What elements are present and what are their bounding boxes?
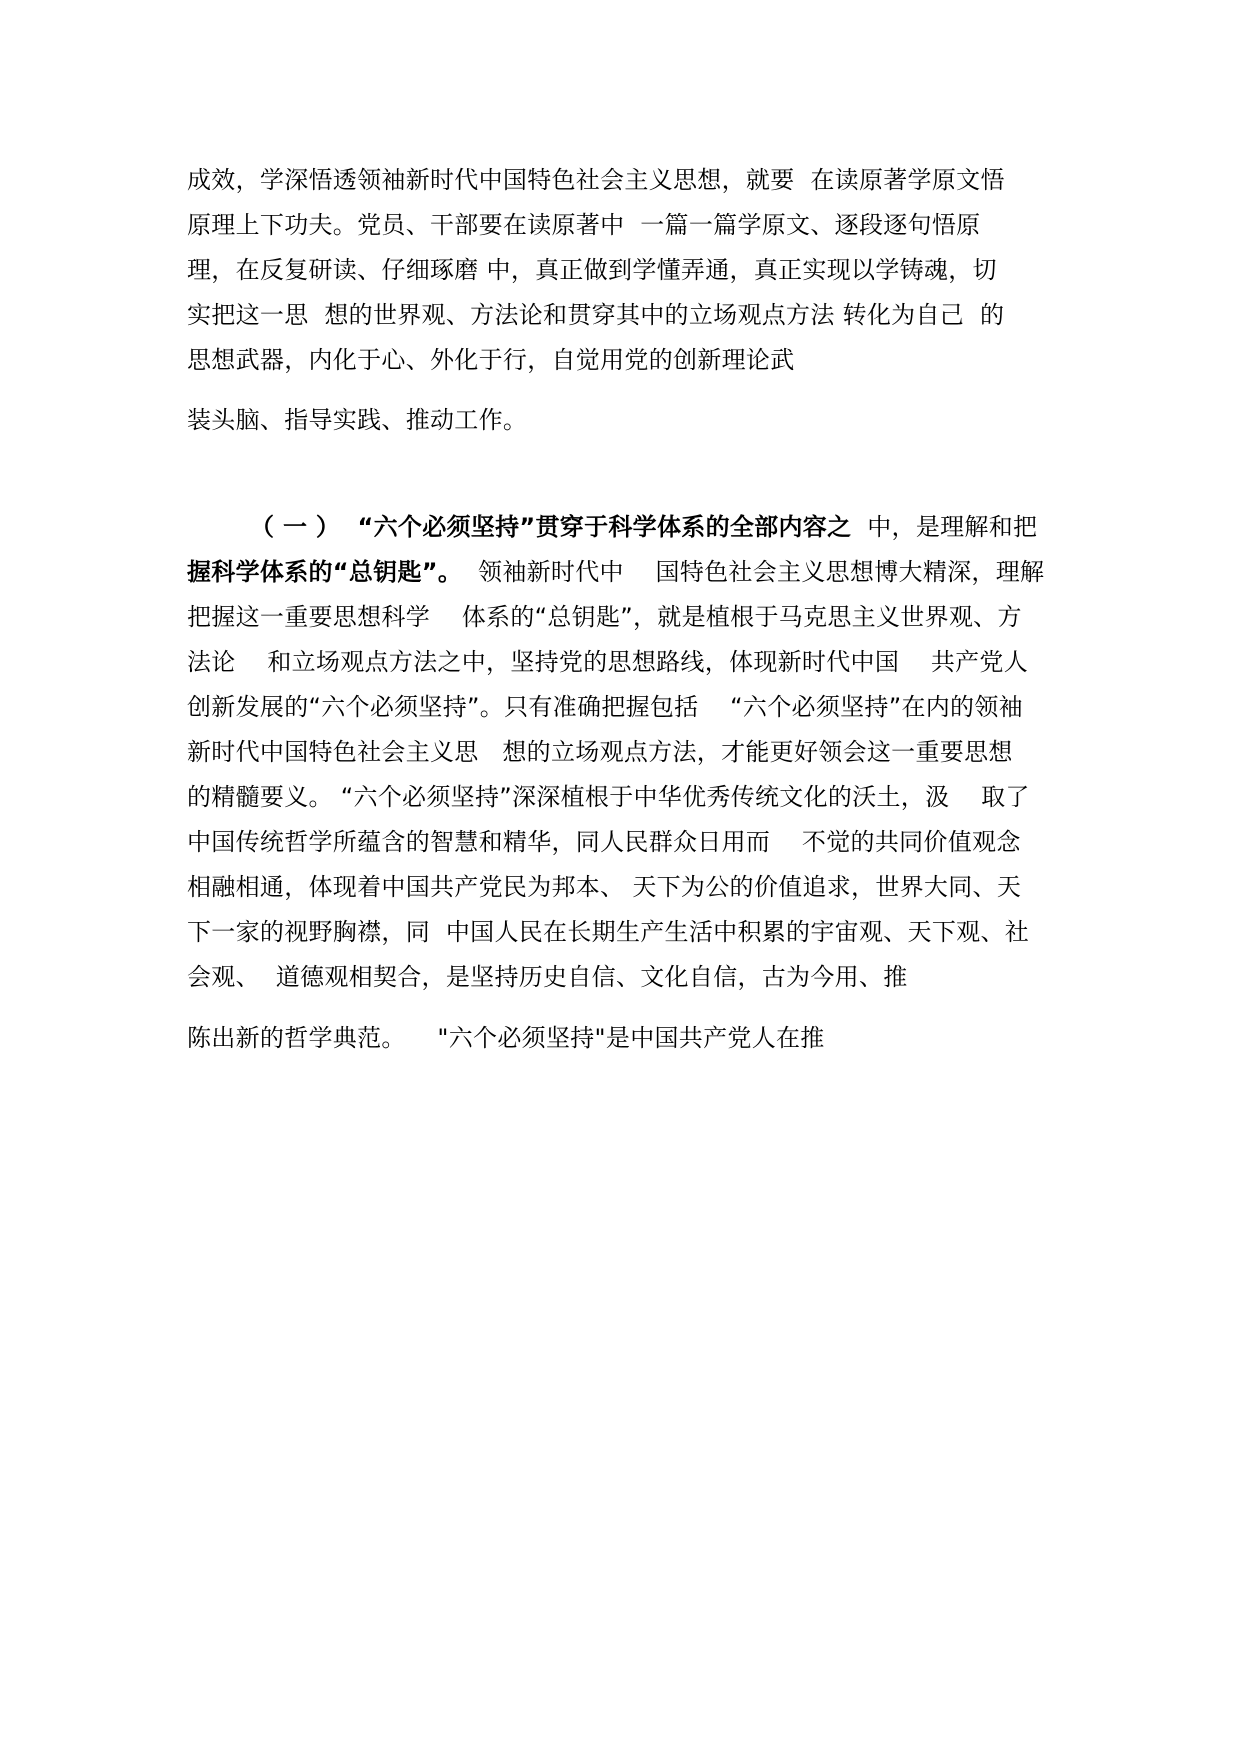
text-line: 陈出新的哲学典范。 "六个必须坚持"是中国共产党人在推 — [187, 1024, 825, 1052]
text-line: 原理上下功夫。党员、干部要在读原著中 一篇一篇学原文、逐段逐句悟原 — [187, 211, 981, 239]
text-line: 会观、 道德观相契合，是坚持历史自信、文化自信，古为今用、推 — [187, 963, 908, 991]
text-line: 实把这一思 想的世界观、方法论和贯穿其中的立场观点方法 转化为自己 的 — [187, 301, 1005, 329]
text-line: 把握这一重要思想科学 体系的“总钥匙”，就是植根于马克思主义世界观、方 — [187, 603, 1022, 631]
text-line: 下一家的视野胸襟，同 中国人民在长期生产生活中积累的宇宙观、天下观、社 — [187, 918, 1030, 946]
text-line: 相融相通，体现着中国共产党民为邦本、 天下为公的价值追求，世界大同、天 — [187, 873, 1022, 901]
text-line: 中国传统哲学所蕴含的智慧和精华，同人民群众日用而 不觉的共同价值观念 — [187, 828, 1021, 856]
text-line: 法论 和立场观点方法之中，坚持党的思想路线，体现新时代中国 共产党人 — [187, 648, 1029, 676]
text-line: 成效，学深悟透领袖新时代中国特色社会主义思想，就要 在读原著学原文悟 — [187, 166, 1005, 194]
text-line: 思想武器，内化于心、外化于行，自觉用党的创新理论武 — [187, 346, 795, 374]
text-line: 的精髓要义。 “六个必须坚持”深深植根于中华优秀传统文化的沃土，汲 取了 — [187, 783, 1030, 811]
text-line: 创新发展的“六个必须坚持”。只有准确把握包括 “六个必须坚持”在内的领袖 — [187, 693, 1023, 721]
text-line: 理，在反复研读、仔细琢磨 中，真正做到学懂弄通，真正实现以学铸魂，切 — [187, 256, 997, 284]
text-line — [187, 556, 1044, 588]
key-phrase: 握科学体系的“总钥匙”。 — [187, 558, 463, 586]
section-heading: （ 一 ） “六个必须坚持”贯穿于科学体系的全部内容之 — [250, 513, 852, 541]
text-line: 新时代中国特色社会主义思 想的立场观点方法，才能更好领会这一重要思想 — [187, 738, 1013, 766]
text-line: 装头脑、指导实践、推动工作。 — [187, 406, 528, 434]
text-run: 中，是理解和把 — [851, 513, 1038, 541]
text-run: 领袖新时代中 国特色社会主义思想博大精深，理解 — [462, 558, 1045, 586]
section-heading-line — [250, 511, 1037, 543]
